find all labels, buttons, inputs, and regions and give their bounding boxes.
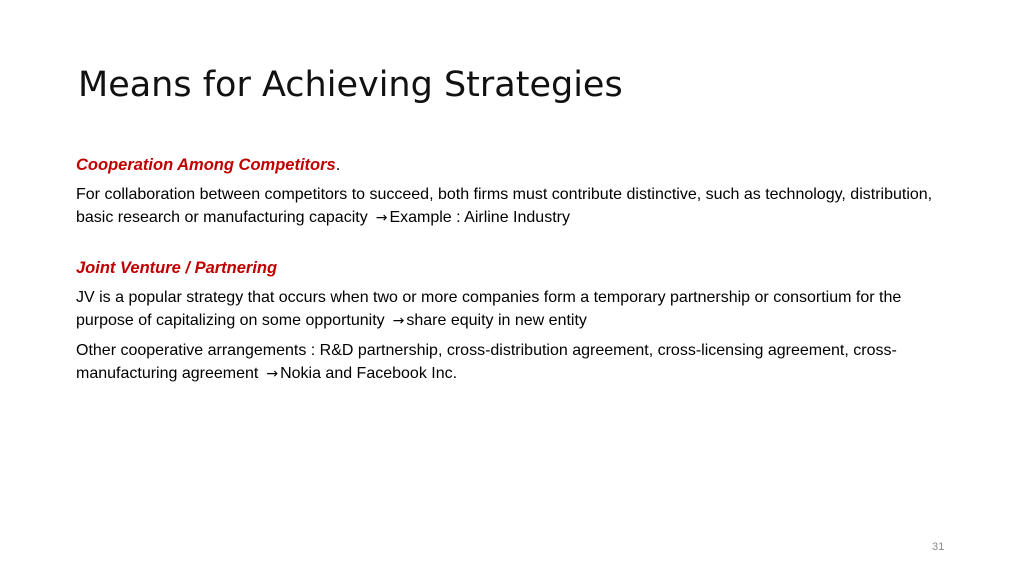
paragraph-collaboration <box>76 183 956 230</box>
page-number: 31 <box>932 541 945 553</box>
section-spacer <box>76 230 956 256</box>
paragraph-text: Other cooperative arrangements : R&D partnership, cross-distribution agreement, cross-licensing agreement, cross-manufacturing agreement <box>76 342 897 382</box>
paragraph-text: JV is a popular strategy that occurs when two or more companies form a temporary partnership or consortium for the purpose of capitalizing on some opportunity <box>76 289 902 329</box>
paragraph-text: For collaboration between competitors to succeed, both firms must contribute distinctive, such as technology, distribution, basic research or manufacturing capacity <box>76 186 933 226</box>
paragraph-example: Example : Airline Industry <box>389 209 570 226</box>
section-heading-joint-venture <box>76 256 956 280</box>
section-heading-cooperation <box>76 153 956 177</box>
section-heading-text: Joint Venture / Partnering <box>76 259 278 277</box>
arrow-right-icon: → <box>266 366 279 382</box>
slide-body <box>76 153 956 386</box>
paragraph-example: share equity in new entity <box>406 312 587 329</box>
arrow-right-icon: → <box>375 210 388 226</box>
arrow-right-icon: → <box>392 313 405 329</box>
paragraph-other-arrangements <box>76 339 956 386</box>
heading-period: . <box>335 156 341 174</box>
slide-title: Means for Achieving Strategies <box>78 65 623 105</box>
paragraph-example: Nokia and Facebook Inc. <box>280 365 458 382</box>
paragraph-jv <box>76 286 956 333</box>
section-heading-text: Cooperation Among Competitors <box>76 156 336 174</box>
